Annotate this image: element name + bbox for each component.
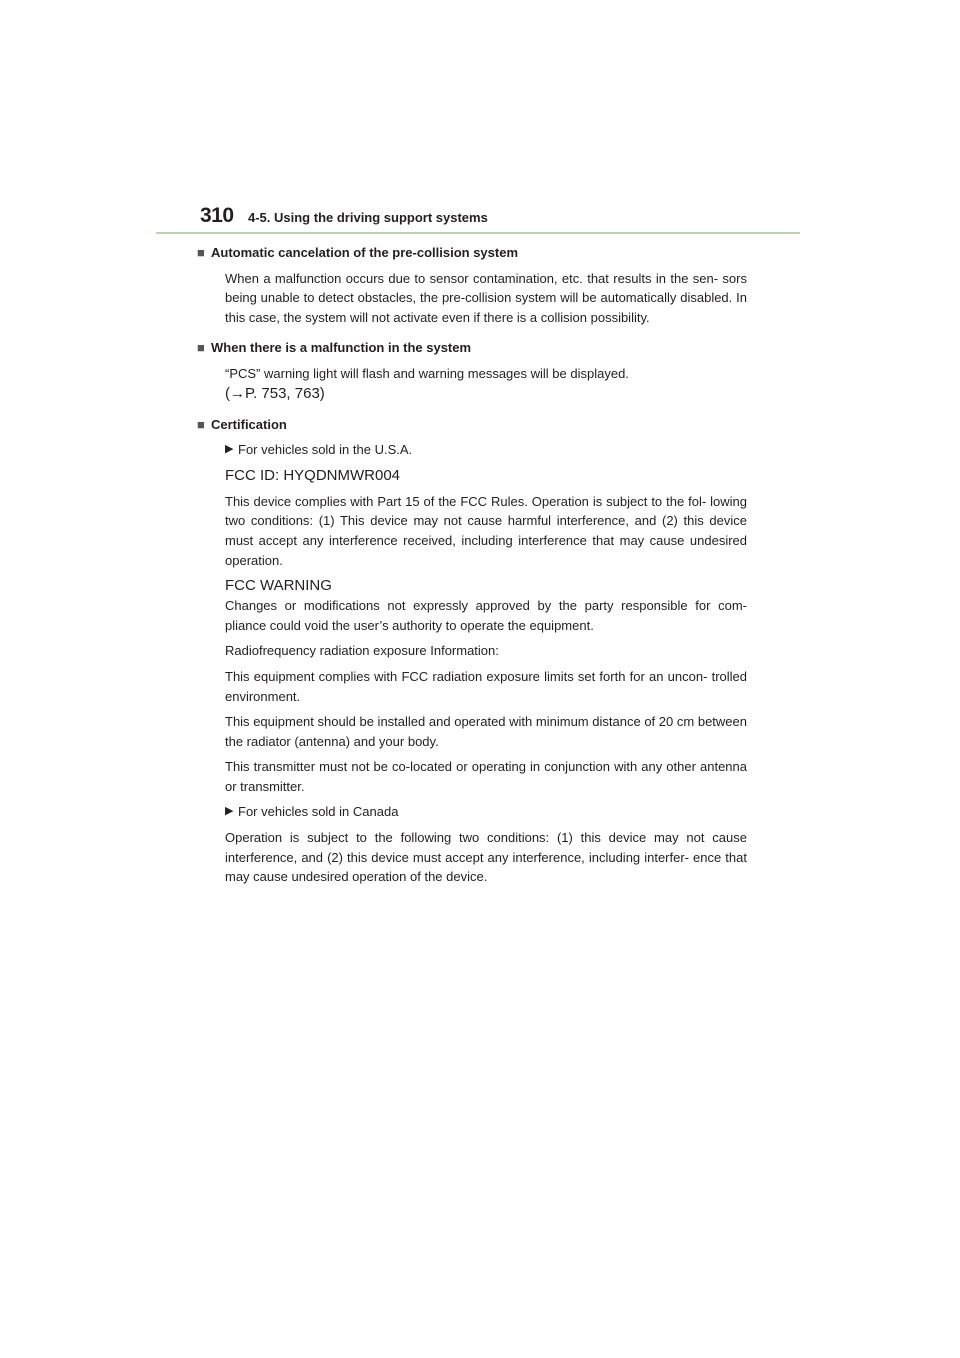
paragraph: This transmitter must not be co-located or operating in conjunction with any other antenna or transmitter.	[225, 759, 747, 794]
section-title: 4-5. Using the driving support systems	[248, 210, 488, 225]
paragraph: Radiofrequency radiation exposure Information:	[225, 643, 499, 659]
triangle-bullet-icon: ▶	[225, 443, 234, 456]
fcc-id: FCC ID: HYQDNMWR004	[225, 466, 401, 484]
paragraph: Operation is subject to the following two conditions: (1) this device may not cause interference, and (2) this device must accept any interference, including interfer- ence that may cause undesired operation of the device.	[225, 830, 747, 885]
page-number: 310	[200, 204, 234, 227]
square-bullet-icon: ■	[197, 416, 205, 432]
heading-text: Automatic cancelation of the pre-collision system	[211, 245, 519, 260]
heading-automatic-cancelation	[197, 243, 747, 263]
heading-certification	[197, 415, 747, 435]
fcc-warning-label: FCC WARNING	[225, 577, 332, 595]
bullet-text: For vehicles sold in the U.S.A.	[238, 442, 413, 458]
paragraph: This equipment complies with FCC radiation exposure limits set forth for an uncon- trolled environment.	[225, 668, 747, 704]
paragraph: “PCS” warning light will flash and warning messages will be displayed.	[225, 365, 629, 381]
triangle-bullet-icon: ▶	[225, 805, 234, 818]
square-bullet-icon: ■	[197, 245, 205, 260]
bullet-canada	[225, 802, 747, 822]
square-bullet-icon: ■	[197, 340, 205, 356]
section-body	[225, 364, 747, 404]
bullet-usa	[225, 440, 747, 460]
page-header	[200, 204, 800, 234]
heading-text: Certification	[211, 416, 287, 432]
paragraph: When a malfunction occurs due to sensor contamination, etc. that results in the sen- sors being unable to detect obstacles, the pre-collision system will be automatically disabled. In this case, the system will not activate even if there is a collision possibility.	[225, 270, 747, 325]
header-divider	[156, 232, 800, 234]
heading-system-malfunction	[197, 338, 747, 358]
section-body	[225, 440, 747, 887]
bullet-text: For vehicles sold in Canada	[238, 804, 399, 820]
section-body	[225, 269, 747, 328]
page-reference: (→P. 753, 763)	[225, 384, 325, 402]
page-content	[197, 243, 747, 893]
paragraph: This device complies with Part 15 of the FCC Rules. Operation is subject to the fol- lowing two conditions: (1) This device may not cause harmful interference, and (2) this device must accept any interference received, including interference that may cause undesired operation.	[225, 493, 747, 568]
paragraph: This equipment should be installed and operated with minimum distance of 20 cm between the radiator (antenna) and your body.	[225, 714, 747, 749]
heading-text: When there is a malfunction in the system	[211, 340, 472, 356]
paragraph: Changes or modifications not expressly approved by the party responsible for com- pliance could void the user’s authority to operate the equipment.	[225, 598, 747, 633]
